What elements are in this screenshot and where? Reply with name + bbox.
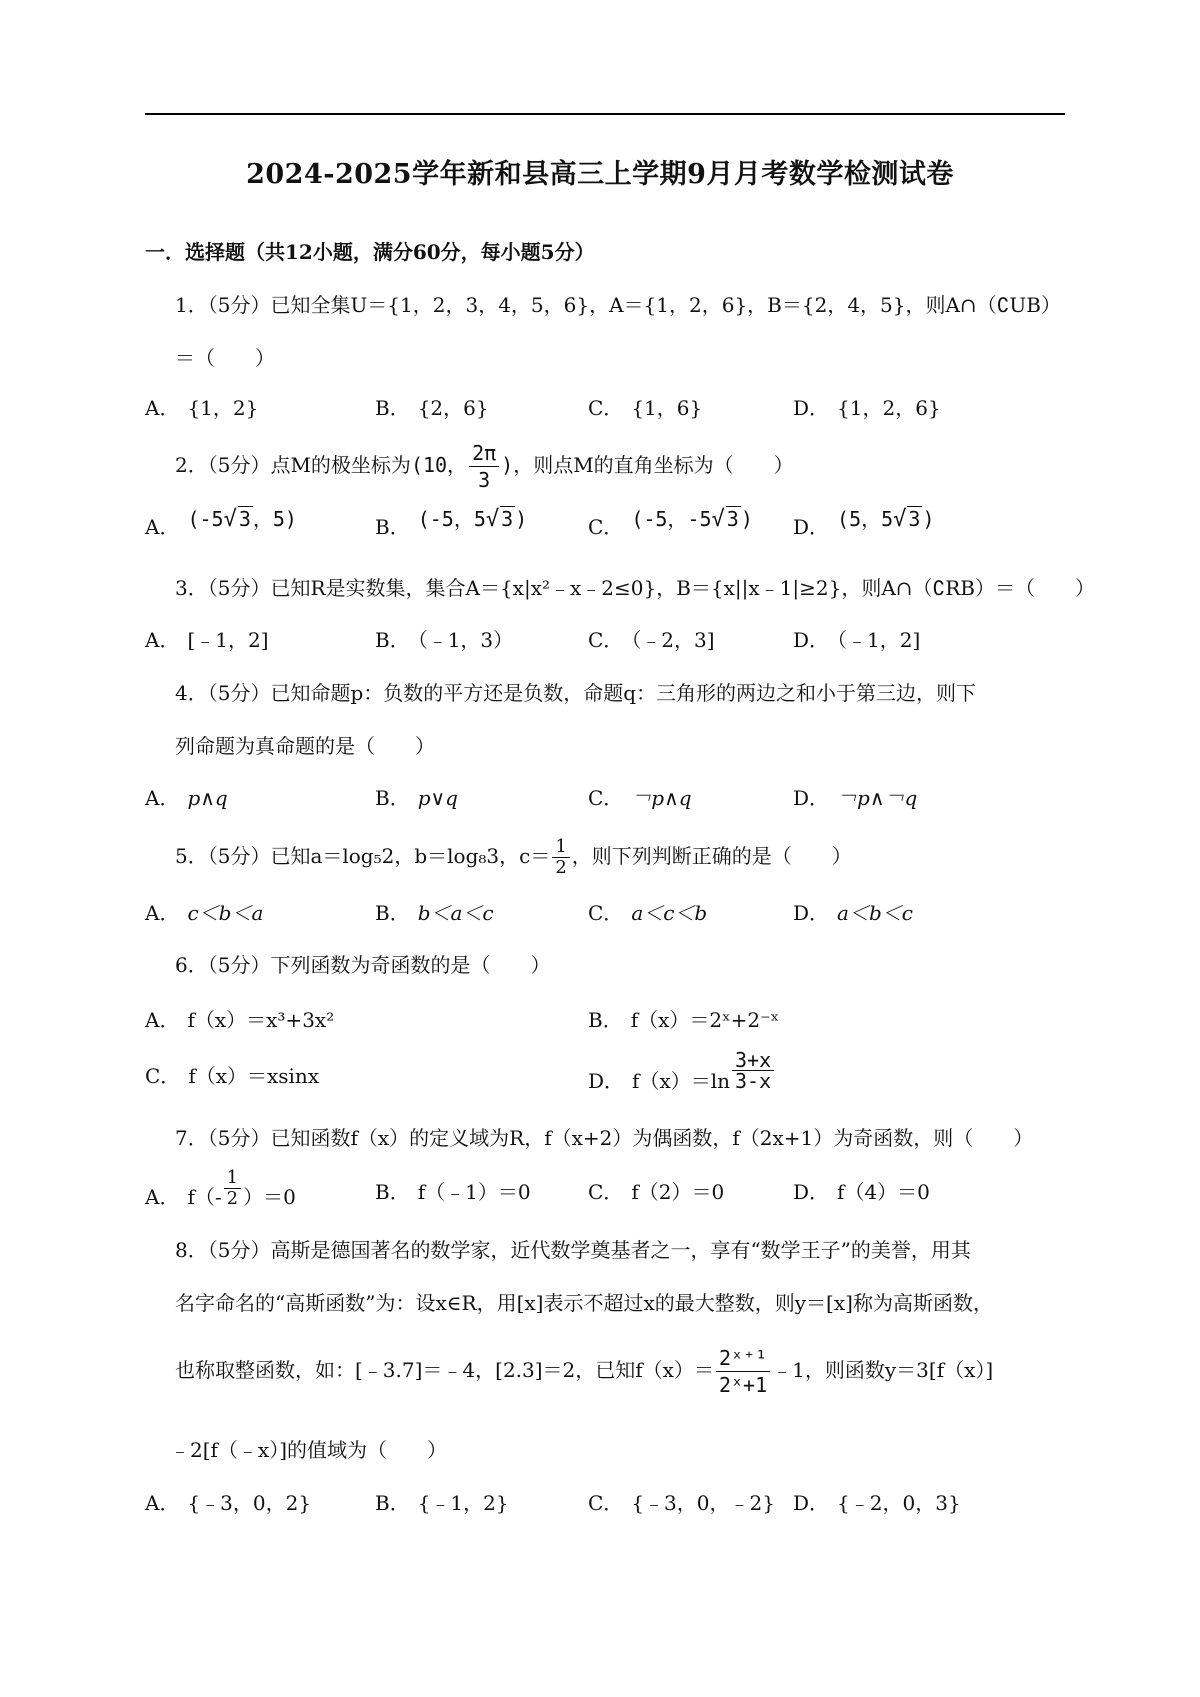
q2-fraction: $\frac{2\pi}{3}$ (469, 440, 499, 493)
q8-options (145, 1489, 1075, 1533)
q8-option-c[interactable]: C． {﹣3，0，﹣2} (588, 1491, 775, 1515)
q5-option-b[interactable]: B． b＜a＜c (375, 901, 494, 925)
q4-option-c[interactable]: C． ￢p∧q (588, 786, 692, 810)
q2-option-d[interactable]: D． (5，5√ 3 ) (793, 507, 935, 539)
q2-option-a[interactable]: A． (-5√ 3 ，5) (145, 507, 297, 539)
q6-option-c[interactable]: C． f（x）＝xsinx (145, 1064, 320, 1088)
q5-options (145, 899, 1075, 943)
q6-options-row2 (145, 1050, 1075, 1112)
q1-option-c[interactable]: C． {1，6} (588, 396, 703, 420)
page-title: 2024-2025学年新和县高三上学期9月月考数学检测试卷 (246, 159, 954, 190)
q6-options-row1 (145, 1006, 1075, 1050)
q7-option-b[interactable]: B． f（﹣1）＝0 (375, 1180, 531, 1204)
q7-option-c[interactable]: C． f（2）＝0 (588, 1180, 725, 1204)
q7-options (145, 1168, 1075, 1224)
top-rule (145, 113, 1065, 115)
q6-option-d-fraction: $\frac{3+x}{3-x}$ (732, 1050, 774, 1091)
q8-stem-line2: 名字命名的“高斯函数”为：设x∈R，用[x]表示不超过x的最大整数，则y＝[x]称为高斯函数， (175, 1291, 993, 1315)
q8-stem-line4: ﹣2[f（﹣x）]的值域为（ ） (170, 1438, 448, 1462)
q6-stem: 6．（5分）下列函数为奇函数的是（ ） (175, 953, 551, 977)
q8-stem-line3: 也称取整函数，如：[﹣3.7]＝﹣4，[2.3]＝2，已知f（x）＝ $\frac{\text{2ˣ⁺¹}}{\text{2ˣ+1}}$ ﹣1，则函数y＝3[f（x）] (175, 1346, 994, 1397)
q3-stem: 3．（5分）已知R是实数集，集合A＝{x|x²﹣x﹣2≤0}，B＝{x||x﹣1|≥2}，则A∩（∁RB）＝（ ） (175, 576, 1096, 600)
q4-stem-line1: 4．（5分）已知命题p：负数的平方还是负数，命题q：三角形的两边之和小于第三边，则下 (175, 681, 977, 705)
q6-option-d[interactable]: D． f（x）＝ln $\frac{3+x}{3-x}$ (588, 1050, 776, 1091)
q1-option-d[interactable]: D． {1，2，6} (793, 396, 941, 420)
q5-fraction: $\frac{1}{2}$ (552, 837, 569, 878)
q3-option-a[interactable]: A． [﹣1，2] (145, 628, 269, 652)
q7-option-a[interactable]: A． f（- $\frac{1}{2}$ ）＝0 (145, 1167, 296, 1209)
q7-option-d[interactable]: D． f（4）＝0 (793, 1180, 930, 1204)
q1-stem-line2: ＝（ ） (175, 346, 275, 370)
q4-option-b[interactable]: B． p∨q (375, 786, 458, 810)
q5-option-a[interactable]: A． c＜b＜a (145, 901, 264, 925)
q3-option-b[interactable]: B． （﹣1，3） (375, 628, 514, 652)
q6-option-a[interactable]: A． f（x）＝x³+3x² (145, 1008, 335, 1032)
q4-option-a[interactable]: A． p∧q (145, 786, 228, 810)
q8-option-d[interactable]: D． {﹣2，0，3} (793, 1491, 961, 1515)
q3-option-c[interactable]: C． （﹣2，3] (588, 628, 715, 652)
q7-stem: 7．（5分）已知函数f（x）的定义域为R，f（x+2）为偶函数，f（2x+1）为奇函数，则（ ） (175, 1126, 1034, 1150)
q8-option-b[interactable]: B． {﹣1，2} (375, 1491, 509, 1515)
q2-option-c[interactable]: C． (-5，-5√ 3 ) (588, 507, 753, 539)
q5-stem: 5．（5分）已知a＝log₅2，b＝log₈3，c＝ $\frac{1}{2}$ ，则下列判断正确的是（ ） (175, 836, 852, 878)
q6-option-b[interactable]: B． f（x）＝2ˣ+2⁻ˣ (588, 1008, 780, 1032)
q2-options (145, 507, 1075, 557)
q4-stem-line2: 列命题为真命题的是（ ） (175, 734, 435, 758)
q5-option-c[interactable]: C． a＜c＜b (588, 901, 708, 925)
q1-stem-line1: 1．（5分）已知全集U＝{1，2，3，4，5，6}，A＝{1，2，6}，B＝{2，4，5}，则A∩（∁UB） (175, 293, 1061, 317)
q1-option-a[interactable]: A． {1，2} (145, 396, 259, 420)
q2-stem: 2．（5分）点M的极坐标为(10， $\frac{2\pi}{3}$ )，则点M的直角坐标为（ ） (175, 441, 794, 492)
q4-options (145, 784, 1075, 828)
q3-option-d[interactable]: D． （﹣1，2] (793, 628, 921, 652)
q8-stem-line1: 8．（5分）高斯是德国著名的数学家，近代数学奠基者之一，享有“数学王子”的美誉，用其 (175, 1238, 971, 1262)
q1-options (145, 394, 1075, 438)
section-heading: 一．选择题（共12小题，满分60分，每小题5分） (145, 240, 595, 264)
q7-option-a-fraction: $\frac{1}{2}$ (224, 1168, 241, 1209)
q1-option-b[interactable]: B． {2，6} (375, 396, 489, 420)
q5-option-d[interactable]: D． a＜b＜c (793, 901, 913, 925)
q3-options (145, 626, 1075, 670)
q8-option-a[interactable]: A． {﹣3，0，2} (145, 1491, 312, 1515)
q2-option-b[interactable]: B． (-5，5√ 3 ) (375, 507, 528, 539)
q4-option-d[interactable]: D． ￢p∧￢q (793, 786, 918, 810)
q8-fraction: $\frac{\text{2ˣ⁺¹}}{\text{2ˣ+1}}$ (716, 1345, 770, 1398)
